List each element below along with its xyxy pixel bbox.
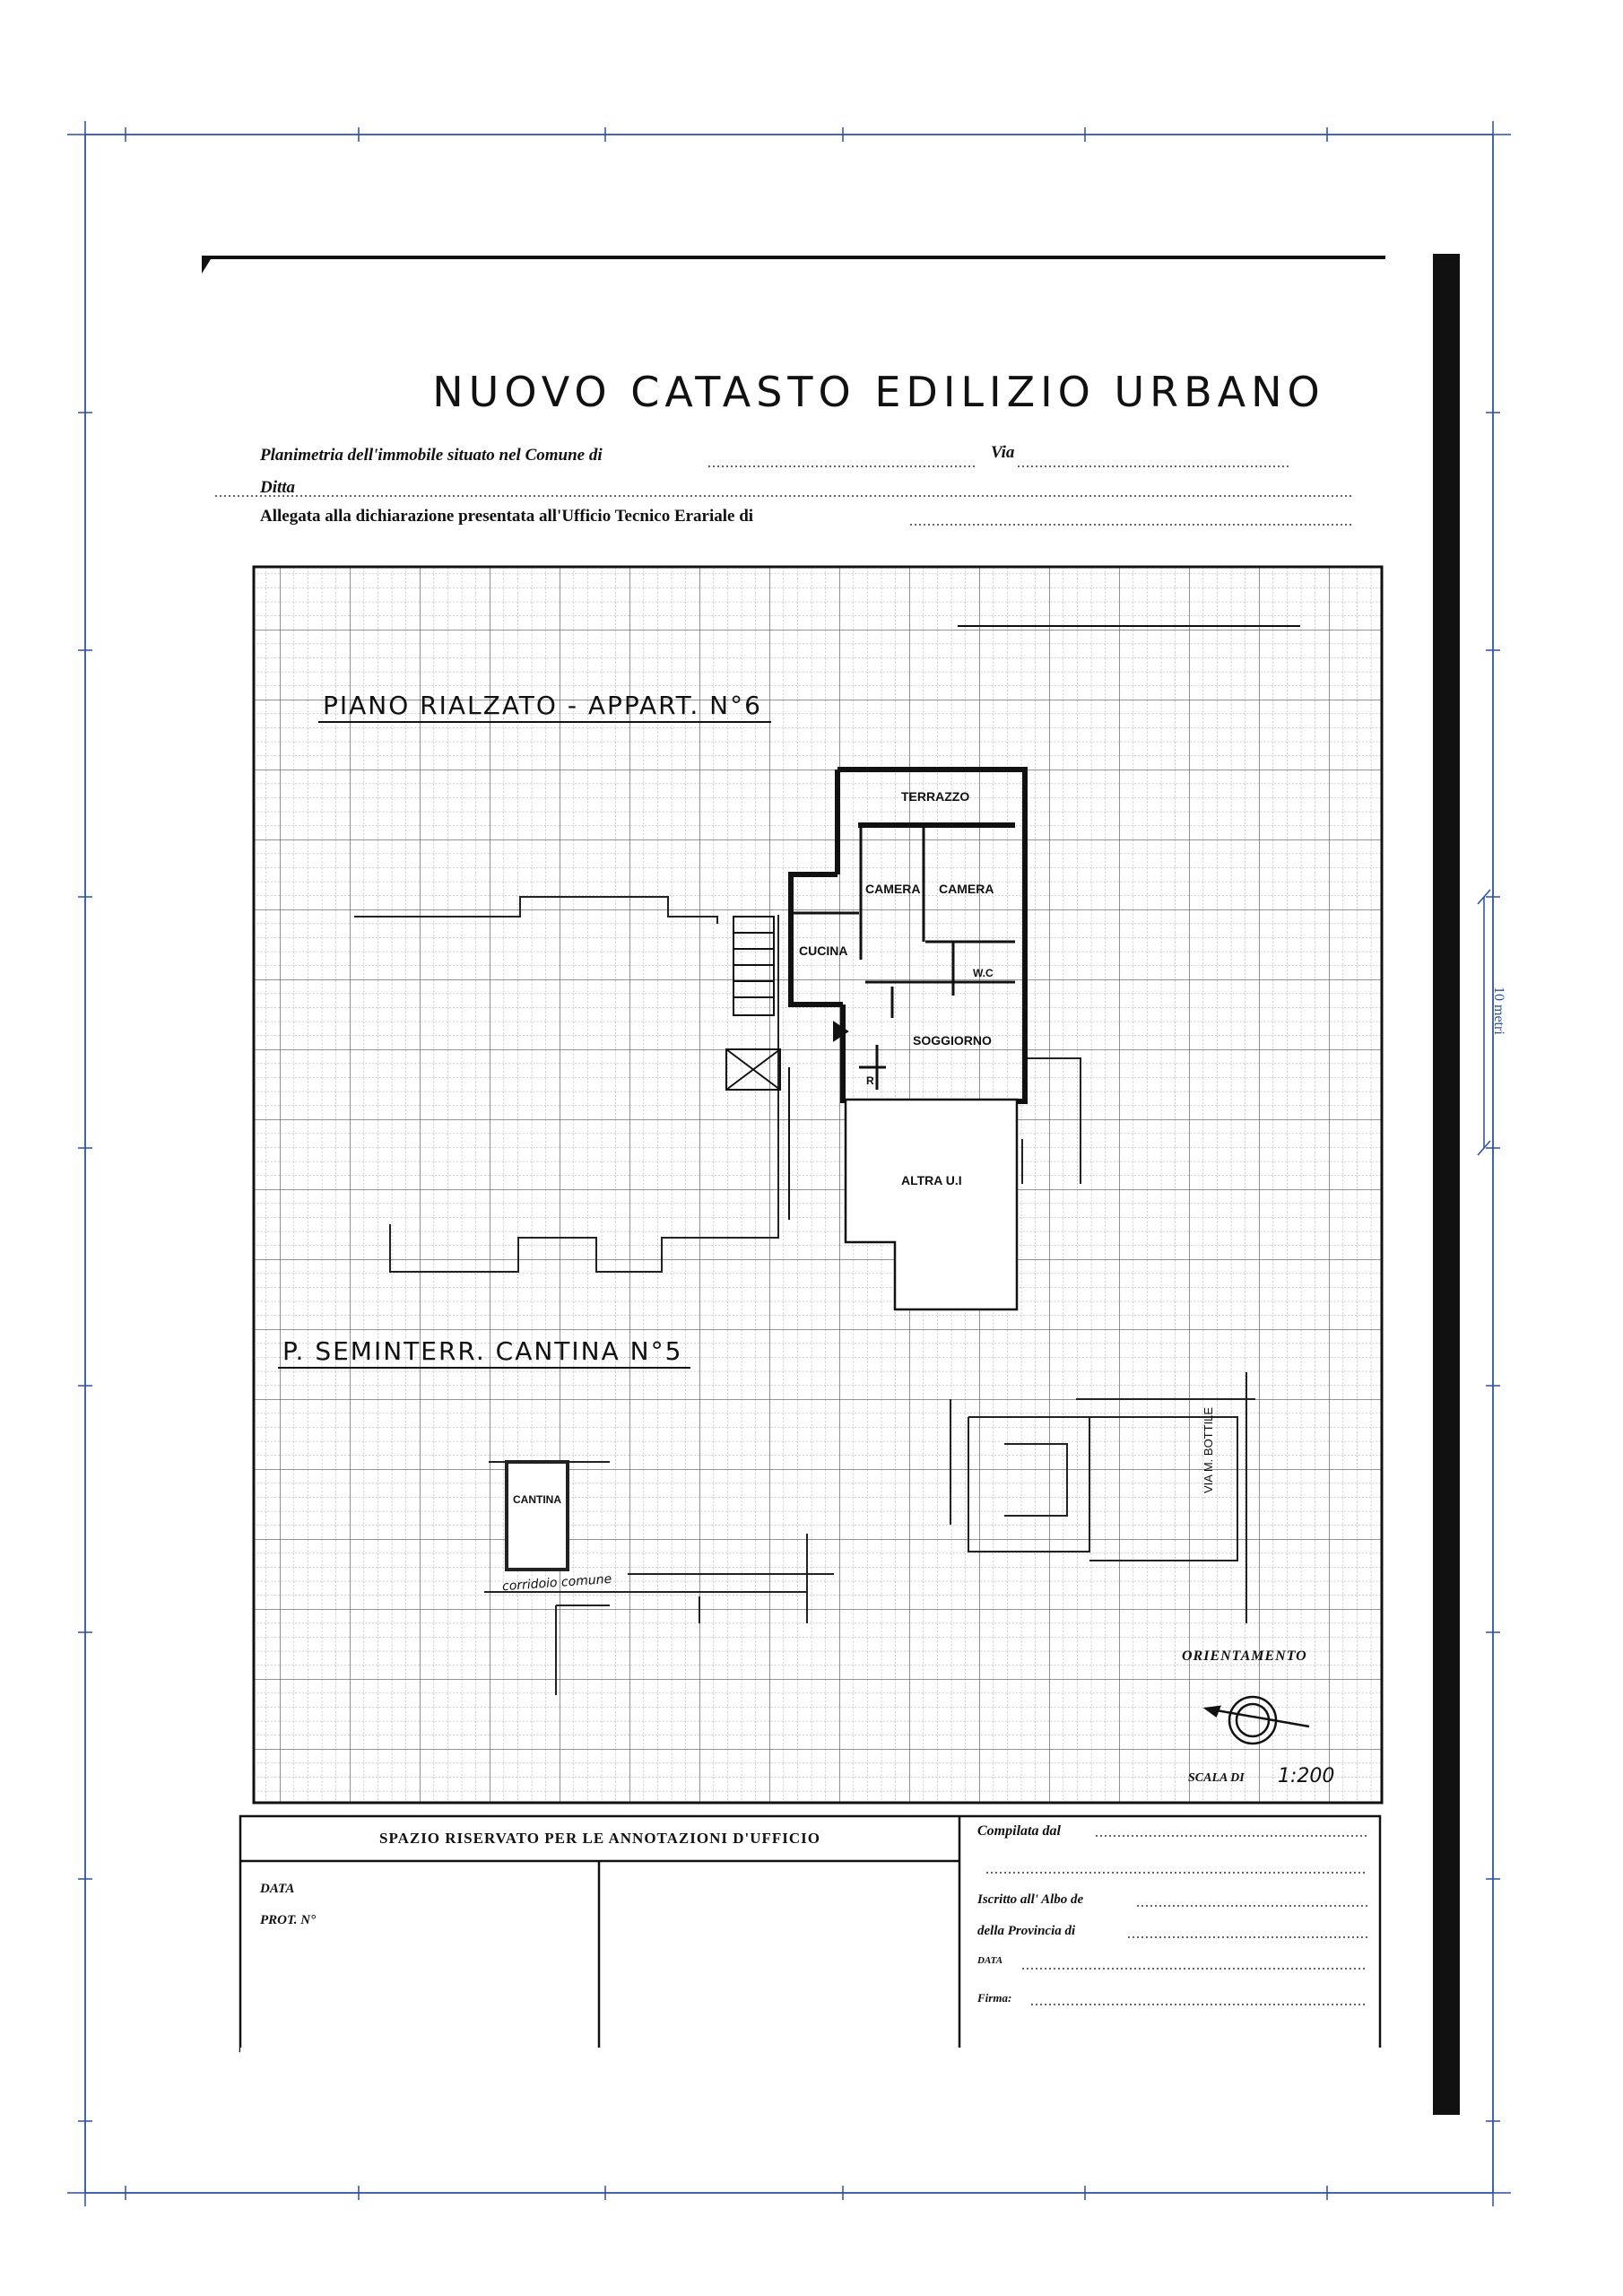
room-wc: W.C bbox=[973, 967, 994, 979]
room-cantina: CANTINA bbox=[513, 1493, 561, 1506]
comune-label: Planimetria dell'immobile situato nel Comune di bbox=[260, 446, 603, 465]
firma-label: Firma: bbox=[977, 1991, 1012, 2005]
room-camera-1: CAMERA bbox=[865, 882, 921, 896]
data-label: DATA bbox=[260, 1882, 295, 1896]
data2-label: DATA bbox=[977, 1955, 1003, 1966]
room-cucina: CUCINA bbox=[799, 944, 848, 958]
reserved-title: SPAZIO RISERVATO PER LE ANNOTAZIONI D'UFFICIO bbox=[379, 1830, 820, 1847]
floor1-label: PIANO RIALZATO - APPART. N°6 bbox=[323, 691, 762, 720]
allegata-label: Allegata alla dichiarazione presentata all'Ufficio Tecnico Erariale di bbox=[260, 507, 754, 526]
room-r: R bbox=[866, 1074, 874, 1087]
prot-label: PROT. N° bbox=[260, 1913, 317, 1927]
room-altra-ui: ALTRA U.I bbox=[901, 1173, 962, 1187]
via-label: Via bbox=[991, 443, 1015, 462]
document-title: NUOVO CATASTO EDILIZIO URBANO bbox=[432, 368, 1325, 416]
scale-label: SCALA DI bbox=[1188, 1771, 1245, 1785]
scale-bar-label: 10 metri bbox=[1491, 987, 1506, 1035]
floor2-label: P. SEMINTERR. CANTINA N°5 bbox=[282, 1336, 683, 1366]
street-label: VIA M. BOTTILE bbox=[1202, 1406, 1215, 1493]
iscritto-label: Iscritto all' Albo de bbox=[977, 1892, 1084, 1907]
ditta-label: Ditta bbox=[260, 478, 296, 497]
room-soggiorno: SOGGIORNO bbox=[913, 1033, 992, 1048]
compilata-label: Compilata dal bbox=[977, 1823, 1061, 1839]
room-camera-2: CAMERA bbox=[939, 882, 994, 896]
provincia-label: della Provincia di bbox=[977, 1924, 1076, 1938]
scale-value: 1:200 bbox=[1278, 1765, 1335, 1787]
room-terrazzo: TERRAZZO bbox=[901, 789, 970, 804]
orientation-label: ORIENTAMENTO bbox=[1182, 1648, 1307, 1664]
corridor-label: corridoio comune bbox=[501, 1571, 612, 1595]
